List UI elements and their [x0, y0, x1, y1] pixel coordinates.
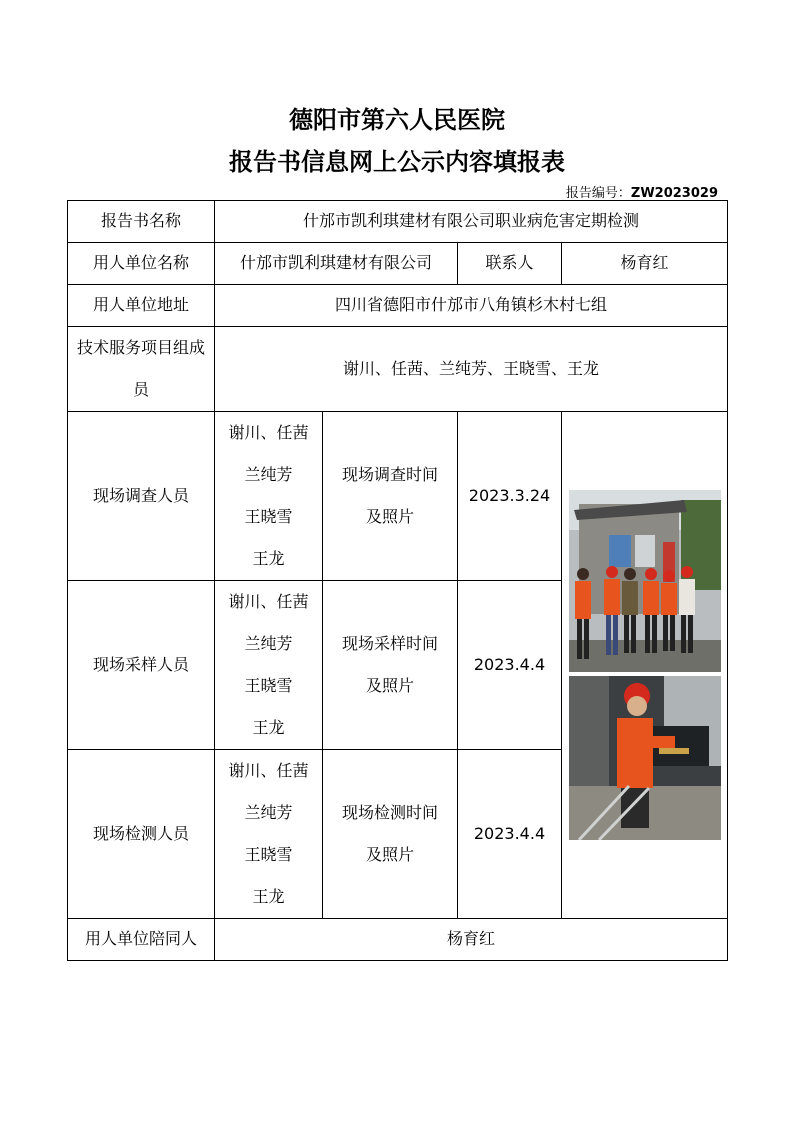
testing-time-label	[323, 750, 458, 919]
address-label: 用人单位地址	[68, 285, 215, 327]
contact-value: 杨育红	[562, 243, 728, 285]
survey-label: 现场调查人员	[68, 412, 215, 581]
staff-line: 兰纯芳	[244, 634, 293, 653]
contact-label: 联系人	[458, 243, 562, 285]
staff-line: 谢川、任茜	[228, 761, 309, 780]
staff-line: 王晓雪	[244, 676, 293, 695]
staff-line: 兰纯芳	[244, 803, 293, 822]
team-label: 技术服务项目组成员	[68, 327, 215, 412]
report-number-value: ZW2023029	[630, 186, 718, 201]
accompany-label: 用人单位陪同人	[68, 919, 215, 961]
team-value: 谢川、任茜、兰纯芳、王晓雪、王龙	[215, 327, 728, 412]
report-name-value: 什邡市凯利琪建材有限公司职业病危害定期检测	[215, 201, 728, 243]
staff-line: 谢川、任茜	[228, 592, 309, 611]
staff-line: 王晓雪	[244, 507, 293, 526]
testing-staff	[215, 750, 323, 919]
form-title: 报告书信息网上公示内容填报表	[229, 148, 565, 176]
sampling-staff	[215, 581, 323, 750]
info-table	[67, 200, 728, 961]
testing-date: 2023.4.4	[458, 750, 562, 919]
time-label-line: 及照片	[365, 676, 414, 695]
time-label-line: 现场采样时间	[341, 634, 438, 653]
staff-line: 王晓雪	[244, 845, 293, 864]
staff-line: 王龙	[252, 549, 285, 568]
staff-line: 王龙	[252, 887, 285, 906]
staff-line: 兰纯芳	[244, 465, 293, 484]
photo-cell	[562, 412, 728, 919]
sampling-date: 2023.4.4	[458, 581, 562, 750]
accompany-value: 杨育红	[215, 919, 728, 961]
sampling-time-label	[323, 581, 458, 750]
staff-line: 谢川、任茜	[228, 423, 309, 442]
address-value: 四川省德阳市什邡市八角镇杉木村七组	[215, 285, 728, 327]
site-group-photo	[569, 490, 721, 672]
sampling-photo	[569, 676, 721, 840]
time-label-line: 及照片	[365, 507, 414, 526]
employer-value: 什邡市凯利琪建材有限公司	[215, 243, 458, 285]
survey-date: 2023.3.24	[458, 412, 562, 581]
testing-label: 现场检测人员	[68, 750, 215, 919]
sampling-label: 现场采样人员	[68, 581, 215, 750]
survey-staff	[215, 412, 323, 581]
time-label-line: 现场调查时间	[341, 465, 438, 484]
hospital-title: 德阳市第六人民医院	[289, 106, 505, 134]
report-number-label: 报告编号：	[565, 186, 631, 201]
time-label-line: 现场检测时间	[341, 803, 438, 822]
report-name-label: 报告书名称	[68, 201, 215, 243]
employer-label: 用人单位名称	[68, 243, 215, 285]
report-number	[566, 182, 718, 201]
staff-line: 王龙	[252, 718, 285, 737]
time-label-line: 及照片	[365, 845, 414, 864]
survey-time-label	[323, 412, 458, 581]
